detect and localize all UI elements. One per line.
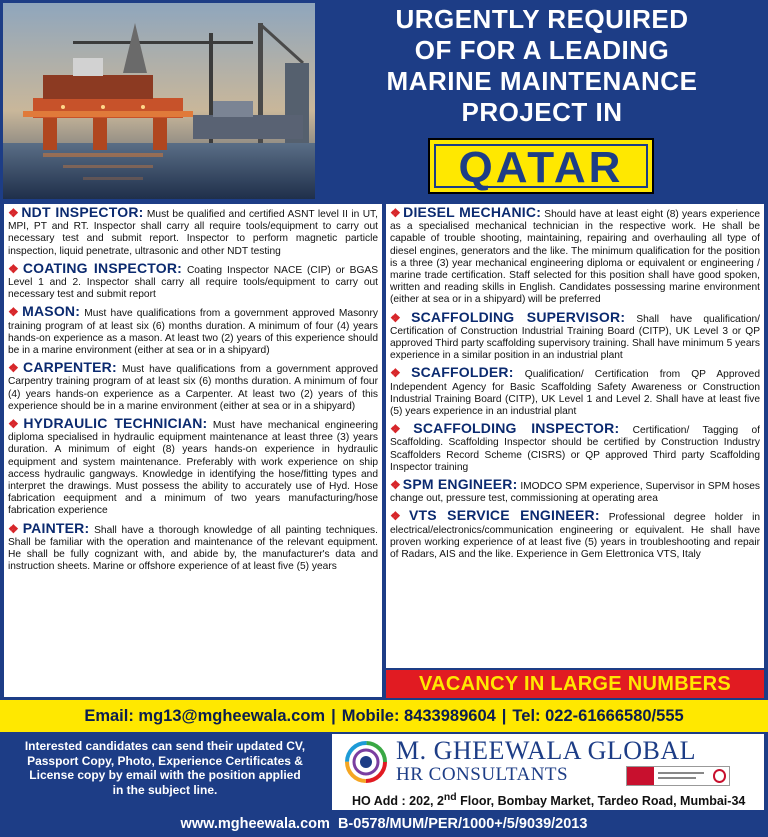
headline-line-1: URGENTLY REQUIRED (395, 4, 689, 34)
bullet-icon: ❖ (390, 366, 410, 381)
bullet-icon: ❖ (8, 305, 21, 320)
apply-line-2: Passport Copy, Photo, Experience Certificates & (27, 753, 303, 768)
job-title: SPM ENGINEER: (402, 476, 518, 493)
bullet-icon: ❖ (8, 261, 21, 276)
jobs-left-column (4, 204, 382, 697)
offshore-rig-photo (3, 3, 315, 199)
footer-line (0, 813, 768, 837)
job-description: Shall have qualification/ Certification of Construction Industrial Training Board (CITP), UK Level 3 or QP approved Third party scaffolding supervisory training. Shall have minimum 5 years experience in a similar position in an industrial plant (390, 313, 760, 362)
contact-email[interactable]: Email: mg13@mgheewala.com (84, 707, 326, 725)
job-description: Coating Inspector NACE (CIP) or BGAS Level 1 and 2. Inspector shall carry all require tools/equipment to carry out necessary test and submit report (8, 264, 378, 301)
job-description: IMODCO SPM experience, Supervisor in SPM hoses change out, pressure test, commissioning at operating area (390, 481, 760, 505)
job-title: HYDRAULIC TECHNICIAN: (23, 415, 208, 432)
job-description: Must be qualified and certified ASNT level II in UT, MPI, PT and RT. Inspector shall carry all require tools/equipment to carry out necessary test and submit report. Inspector to perform magnetic particle inspection, liquid penetrate, ultrasonic and other NDT testing (8, 209, 378, 257)
job-description: Shall have a thorough knowledge of all painting techniques. Shall be familiar with the operation and maintenance of the relevant equipment. He shall be fully cognizant with, and abide by, the manufacturer's data and instruction sheets. Marine or offshore experience of at least five (5) years (8, 524, 378, 573)
job-description: Must have qualifications from a government approved Carpentry training program of at least six (6) months duration. A minimum of four (4) years hands-on experience as a Carpenter. At least two (2) years of this experience should be in a marine environment (either at sea or in a shipyard) (8, 364, 378, 412)
job-carpenter (8, 361, 378, 413)
location-text: QATAR (434, 144, 648, 188)
headline (318, 4, 766, 128)
apply-line-1: Interested candidates can send their updated CV, (24, 739, 306, 753)
job-title: SCAFFOLDING INSPECTOR: (413, 420, 620, 437)
certification-badge (626, 766, 730, 786)
job-coating-inspector (8, 259, 378, 302)
job-mason (8, 305, 378, 357)
job-title: SCAFFOLDING SUPERVISOR: (411, 308, 626, 325)
bullet-icon: ❖ (390, 422, 412, 437)
job-hydraulic-technician (8, 417, 378, 518)
company-logo-icon (344, 740, 388, 784)
job-title: DIESEL MECHANIC: (403, 204, 542, 220)
job-title: CARPENTER: (23, 359, 117, 376)
apply-line-4: in the subject line. (112, 782, 218, 797)
separator: | (331, 707, 336, 725)
address-prefix: HO Add : 202, 2 (352, 794, 444, 809)
address-rest: Floor, Bombay Market, Tardeo Road, Mumbai-34 (456, 794, 746, 809)
job-title: VTS SERVICE ENGINEER: (409, 507, 600, 524)
job-description: Should have at least eight (8) years experience as a specialised mechanical technician in the respective work. He shall be capable of trouble shooting, maintaining, repairing and overhauling all type of diesel engines, generators and the like. The minimum qualification for the position is a three (3) year mechanical engineering diploma or equivalent or engineering / marine trade certification. Staff selected for this position shall have good spoken, written and reading skills in English. Candidates possessing marine environment (either at sea or in a shipyard) will be preferred (390, 209, 760, 306)
apply-instructions (6, 737, 324, 809)
job-description: Must have qualifications from a government approved Masonry training program of at least six (6) months duration. A minimum of four (4) years hands-on experience as a mason. At least two (2) years of this experience should be in a marine environment (either at sea or in a shipyard) (8, 308, 378, 357)
license-number: B-0578/MUM/PER/1000+/5/9039/2013 (337, 816, 588, 832)
iso-badge-icon (627, 767, 654, 785)
job-description: Professional degree holder in electrical/electronics/communication engineering or equivalent. He shall have proven working experience of at least five (5) years in troubleshooting and repair of Radars, AIS and the like. Experience in Gem Elettronica VTS, Italy (390, 512, 760, 561)
contact-bar (0, 700, 768, 732)
contact-mobile[interactable]: Mobile: 8433989604 (341, 707, 496, 725)
job-title: MASON: (22, 303, 81, 320)
website-link[interactable]: www.mgheewala.com (180, 816, 330, 832)
company-address (352, 790, 745, 809)
job-title: NDT INSPECTOR: (21, 204, 144, 220)
ukas-ring-icon (713, 769, 726, 783)
job-spm-engineer (390, 478, 760, 505)
bullet-icon: ❖ (390, 478, 401, 493)
company-name: M. GHEEWALA GLOBAL (396, 736, 697, 765)
address-sup: nd (443, 792, 457, 803)
job-vts-service-engineer (390, 509, 760, 561)
job-title: SCAFFOLDER: (411, 364, 514, 381)
headline-line-3: MARINE MAINTENANCE (386, 66, 698, 96)
job-scaffolding-supervisor (390, 308, 760, 363)
location-badge (428, 138, 654, 194)
job-scaffolder (390, 366, 760, 418)
headline-line-2: OF FOR A LEADING (414, 35, 670, 65)
headline-line-4: PROJECT IN (461, 97, 623, 127)
bullet-icon: ❖ (390, 509, 407, 524)
bullet-icon: ❖ (8, 206, 20, 220)
company-subtitle: HR CONSULTANTS (396, 764, 569, 785)
bullet-icon: ❖ (8, 417, 22, 432)
cert-text-graphic (654, 767, 710, 785)
company-block (332, 734, 764, 810)
bullet-icon: ❖ (390, 206, 402, 220)
job-description: Certification/ Tagging of Scaffolding. Scaffolding Inspector should be certified by Construction Industry Scaffolders Record Scheme (CISRS) or QP approved Third party Scaffolding Inspector training (390, 425, 760, 473)
vacancy-banner: VACANCY IN LARGE NUMBERS (386, 670, 764, 698)
job-ndt-inspector (8, 206, 378, 258)
job-title: PAINTER: (22, 519, 90, 536)
bullet-icon: ❖ (390, 310, 410, 325)
apply-line-3: License copy by email with the position applied (29, 768, 301, 782)
job-painter (8, 519, 378, 574)
jobs-right-column (386, 204, 764, 668)
job-diesel-mechanic (390, 206, 760, 307)
job-scaffolding-inspector (390, 422, 760, 474)
separator: | (501, 707, 507, 725)
job-description: Must have mechanical engineering diploma specialised in hydraulic equipment maintenance at least three (3) years duration. A minimum of eight (8) years hands-on experience in hydraulic equipment and system maintenance. Preferably with work experience on ship access hydraulic gangways. Knowledge in identifying the hose/fitting types and interpret the drawings. Must possess the ability to accurately use of Hyd. Hose fabrication eequipment and a minimum of two years manufacturing/hose fabrication experience (8, 420, 378, 517)
contact-tel[interactable]: Tel: 022-61666580/555 (512, 707, 684, 725)
job-title: COATING INSPECTOR: (22, 259, 183, 276)
bullet-icon: ❖ (8, 361, 22, 376)
bullet-icon: ❖ (8, 521, 21, 536)
job-description: Qualification/ Certification from QP Approved Independent Agency for Basic Scaffolding Safety Awareness or Construction Industrial Training Board (CITP), UK Level 1 and Level 2. Shall have at least five (5) years experience in an industrial plant (390, 369, 760, 418)
